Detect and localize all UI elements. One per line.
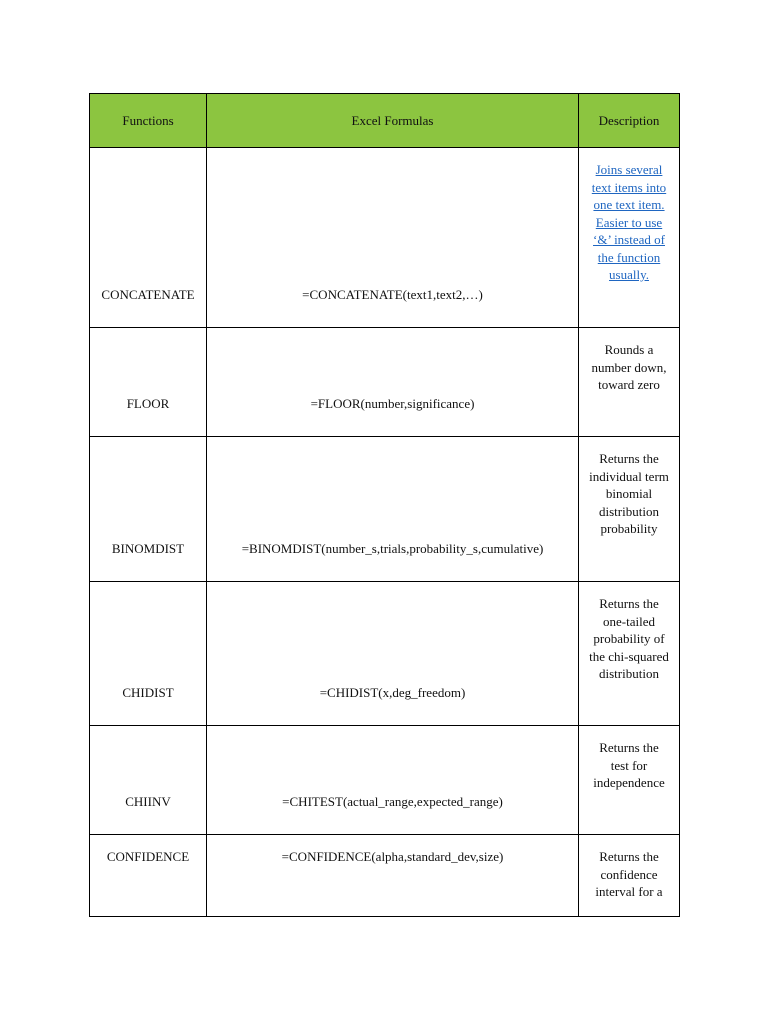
excel-functions-table xyxy=(89,93,680,917)
description-cell: Returns the test for independence xyxy=(579,726,680,835)
table-row xyxy=(90,582,680,726)
function-name-cell: FLOOR xyxy=(90,328,207,437)
table-row xyxy=(90,835,680,917)
formula-cell: =FLOOR(number,significance) xyxy=(207,328,579,437)
table-header-row xyxy=(90,94,680,148)
formula-cell: =CHITEST(actual_range,expected_range) xyxy=(207,726,579,835)
function-name-cell: CHIDIST xyxy=(90,582,207,726)
header-description: Description xyxy=(579,94,680,148)
table-row xyxy=(90,328,680,437)
formula-cell: =CONFIDENCE(alpha,standard_dev,size) xyxy=(207,835,579,917)
description-cell: Returns the one-tailed probability of the chi-squared distribution xyxy=(579,582,680,726)
header-functions: Functions xyxy=(90,94,207,148)
function-name-cell: CHIINV xyxy=(90,726,207,835)
header-excel-formulas: Excel Formulas xyxy=(207,94,579,148)
formula-cell: =CHIDIST(x,deg_freedom) xyxy=(207,582,579,726)
formula-cell: =CONCATENATE(text1,text2,…) xyxy=(207,148,579,328)
description-cell: Returns the individual term binomial distribution probability xyxy=(579,437,680,582)
description-cell: Returns the confidence interval for a xyxy=(579,835,680,917)
table-row xyxy=(90,437,680,582)
function-name-cell: BINOMDIST xyxy=(90,437,207,582)
description-link[interactable]: Joins several text items into one text item. Easier to use ‘&’ instead of the function usually. xyxy=(591,162,667,282)
function-name-cell: CONCATENATE xyxy=(90,148,207,328)
description-cell xyxy=(579,148,680,328)
description-cell: Rounds a number down, toward zero xyxy=(579,328,680,437)
table-row xyxy=(90,148,680,328)
formula-cell: =BINOMDIST(number_s,trials,probability_s,cumulative) xyxy=(207,437,579,582)
function-name-cell: CONFIDENCE xyxy=(90,835,207,917)
table-row xyxy=(90,726,680,835)
